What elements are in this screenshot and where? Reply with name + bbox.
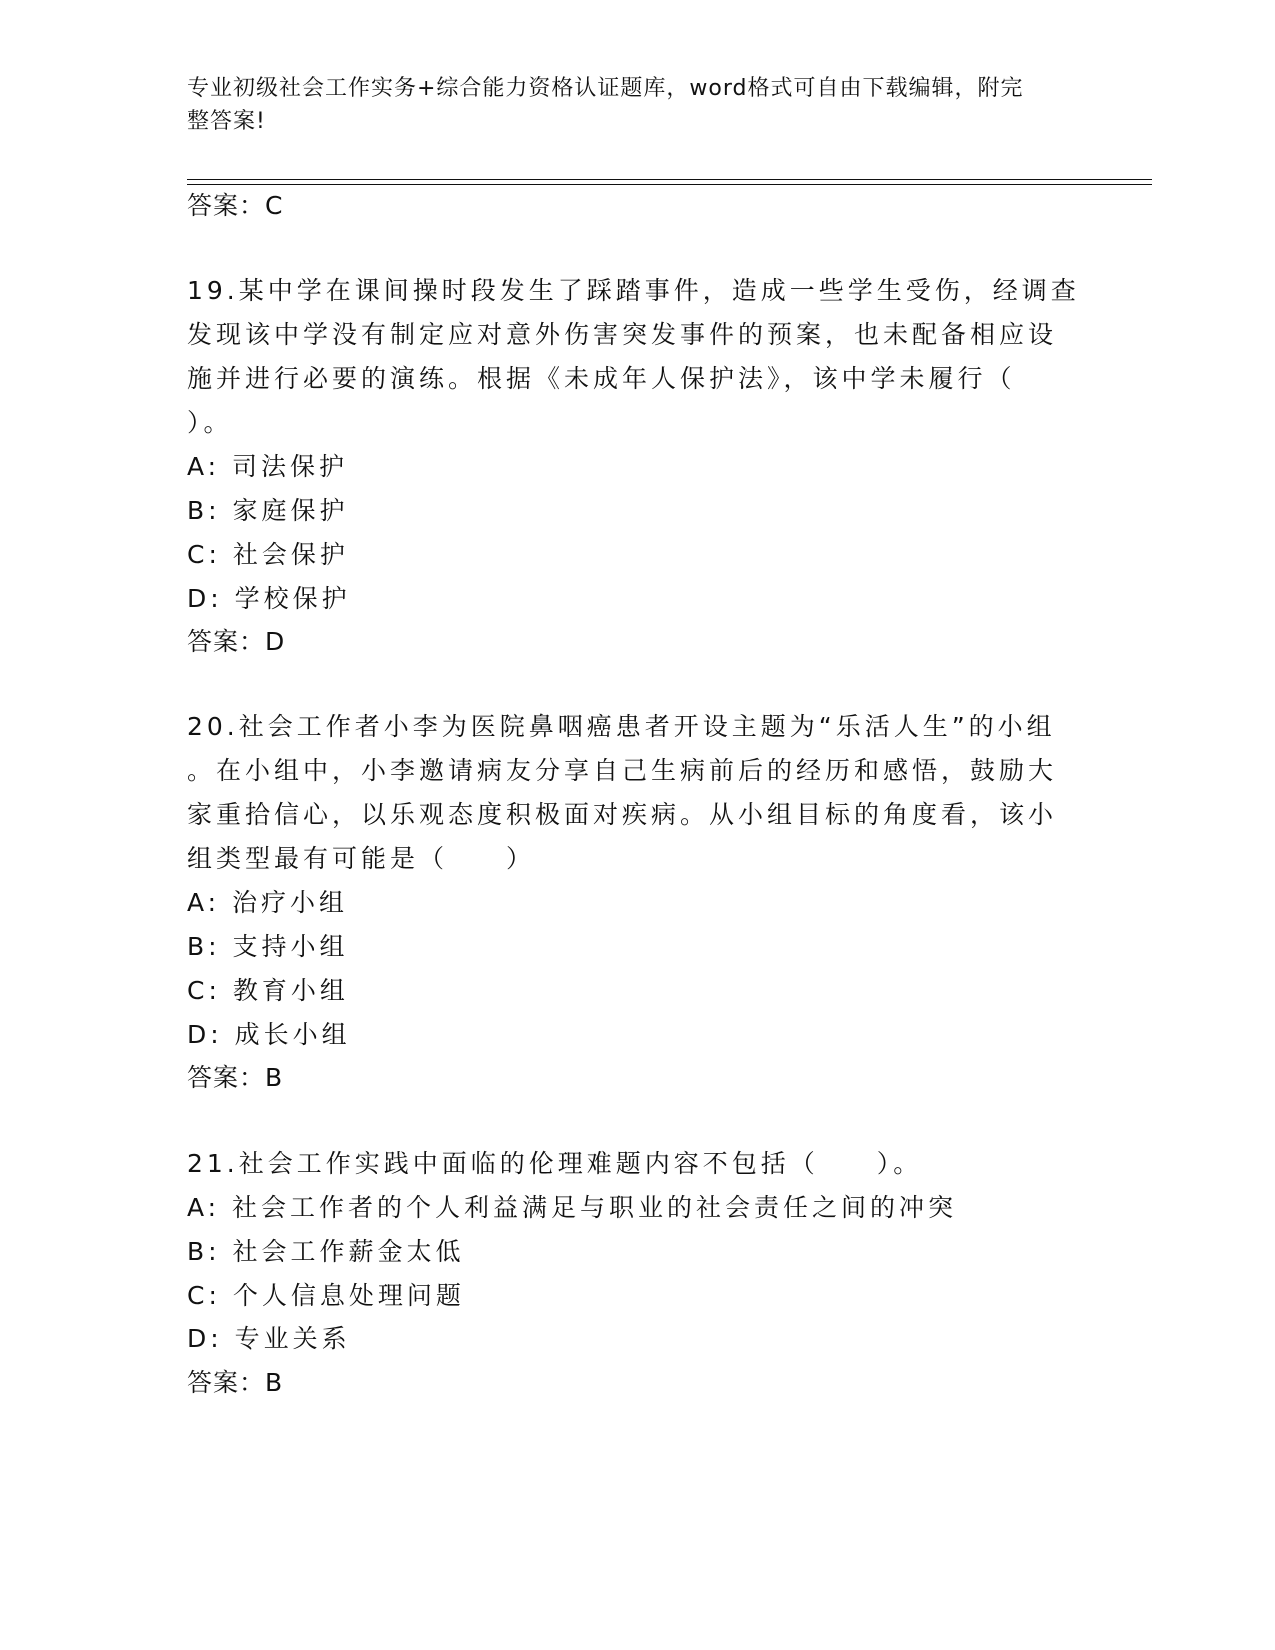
page-header xyxy=(187,72,1087,138)
question-20-line-1: 20.社会工作者小李为医院鼻咽癌患者开设主题为“乐活人生”的小组 xyxy=(187,712,1056,741)
question-21-option-a: A: 社会工作者的个人利益满足与职业的社会责任之间的冲突 xyxy=(187,1193,958,1222)
question-21-line-1: 21.社会工作实践中面临的伦理难题内容不包括（ ）。 xyxy=(187,1149,923,1178)
question-20-line-2: 。在小组中，小李邀请病友分享自己生病前后的经历和感悟，鼓励大 xyxy=(187,756,1058,785)
question-20-line-3: 家重拾信心，以乐观态度积极面对疾病。从小组目标的角度看，该小 xyxy=(187,800,1058,829)
question-21-option-b: B: 社会工作薪金太低 xyxy=(187,1237,465,1266)
question-19-option-c: C: 社会保护 xyxy=(187,540,349,569)
question-19-answer: 答案：D xyxy=(187,627,286,656)
question-21-option-c: C: 个人信息处理问题 xyxy=(187,1281,465,1310)
header-line-2: 整答案! xyxy=(187,109,266,134)
question-19-line-3: 施并进行必要的演练。根据《未成年人保护法》，该中学未履行（ xyxy=(187,364,1016,393)
header-line-1: 专业初级社会工作实务+综合能力资格认证题库，word格式可自由下载编辑，附完 xyxy=(187,76,1024,101)
header-rule-bottom xyxy=(187,184,1152,185)
question-21-option-d: D: 专业关系 xyxy=(187,1324,351,1353)
question-20-option-c: C: 教育小组 xyxy=(187,976,349,1005)
question-21-answer: 答案：B xyxy=(187,1368,284,1397)
question-20-answer: 答案：B xyxy=(187,1063,284,1092)
question-19-line-2: 发现该中学没有制定应对意外伤害突发事件的预案，也未配备相应设 xyxy=(187,320,1058,349)
header-rule-top xyxy=(187,179,1152,180)
answer-line: 答案：C xyxy=(187,191,284,220)
question-19-line-4: ）。 xyxy=(187,408,233,437)
question-20-option-d: D: 成长小组 xyxy=(187,1020,351,1049)
question-19-option-b: B: 家庭保护 xyxy=(187,496,349,525)
question-20-option-a: A: 治疗小组 xyxy=(187,888,349,917)
question-19-option-d: D: 学校保护 xyxy=(187,584,351,613)
question-20-option-b: B: 支持小组 xyxy=(187,932,349,961)
question-20-line-4: 组类型最有可能是（ ） xyxy=(187,844,536,873)
question-19-option-a: A: 司法保护 xyxy=(187,452,349,481)
question-19-line-1: 19.某中学在课间操时段发生了踩踏事件，造成一些学生受伤，经调查 xyxy=(187,276,1080,305)
